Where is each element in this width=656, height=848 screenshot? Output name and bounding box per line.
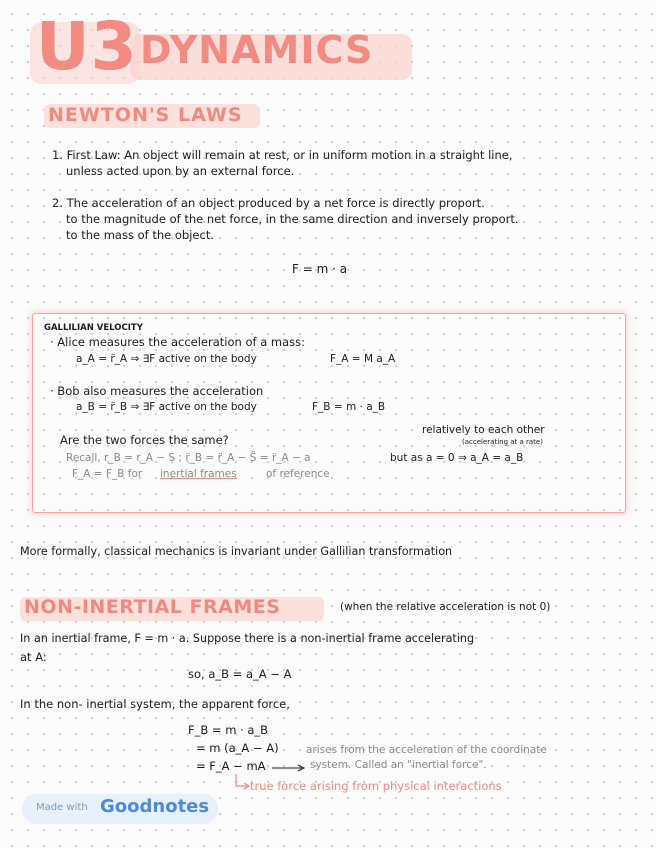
conclusion-link: inertial frames bbox=[160, 468, 237, 480]
true-force-note: true force arising from physical interactions bbox=[250, 779, 502, 793]
forces-question: Are the two forces the same? bbox=[60, 433, 229, 447]
bob-line: · Bob also measures the acceleration bbox=[50, 384, 264, 398]
badge-label: Made with bbox=[36, 802, 88, 813]
force-eq-3: = F_A − mA bbox=[196, 759, 266, 773]
inertial-force-note-2: system. Called an "inertial force". bbox=[310, 759, 487, 771]
conclusion-prefix: F_A = F_B for bbox=[72, 468, 143, 480]
formal-statement: More formally, classical mechanics is invariant under Gallilian transformation bbox=[20, 545, 453, 558]
relatively-subnote: (accelerating at a rate) bbox=[462, 438, 543, 446]
section-heading-non-inertial: NON-INERTIAL FRAMES bbox=[24, 596, 281, 618]
non-inertial-line3: In the non- inertial system, the apparent force, bbox=[20, 697, 290, 711]
non-inertial-line1: In an inertial frame, F = m · a. Suppose there is a non-inertial frame accelerating bbox=[20, 632, 475, 645]
section-heading-newtons-laws: NEWTON'S LAWS bbox=[48, 104, 243, 126]
bob-force: F_B = m · a_B bbox=[312, 401, 386, 413]
alice-line: · Alice measures the acceleration of a mass: bbox=[50, 335, 305, 349]
galilean-heading: GALLILIAN VELOCITY bbox=[44, 323, 143, 333]
non-inertial-subtitle: (when the relative acceleration is not 0) bbox=[340, 601, 551, 613]
so-equation: so, a_B = a_A − A bbox=[188, 667, 292, 681]
law1-line2: unless acted upon by an external force. bbox=[66, 164, 295, 178]
law2-line3: to the mass of the object. bbox=[66, 228, 214, 242]
force-eq-1: F_B = m · a_B bbox=[188, 723, 269, 737]
but-as-line: but as a = 0 ⇒ a_A = a_B bbox=[390, 452, 524, 464]
badge-brand: Goodnotes bbox=[100, 796, 210, 817]
force-eq-2: = m (a_A − A) bbox=[196, 741, 279, 755]
page-title-subject: DYNAMICS bbox=[140, 28, 374, 72]
conclusion-suffix: of reference bbox=[266, 468, 330, 480]
recall-line: Recall, r_B = r_A − S ; r̈_B = r̈_A − S̈ = r̈_A − a bbox=[66, 452, 311, 464]
alice-force: F_A = M a_A bbox=[330, 353, 396, 365]
inertial-force-note-1: arises from the acceleration of the coordinate bbox=[306, 744, 547, 756]
newton-formula: F = m · a bbox=[292, 262, 348, 276]
law2-line2: to the magnitude of the net force, in the same direction and inversely proport. bbox=[66, 212, 519, 226]
page-title-unit: U3 bbox=[36, 8, 138, 85]
law2-line1: 2. The acceleration of an object produced by a net force is directly proport. bbox=[52, 196, 485, 210]
alice-equation: a_A = r̈_A ⇒ ∃F active on the body bbox=[76, 353, 257, 365]
relatively-note: relatively to each other bbox=[422, 424, 545, 436]
bob-equation: a_B = r̈_B ⇒ ∃F active on the body bbox=[76, 401, 257, 413]
non-inertial-line2: at A: bbox=[20, 650, 47, 664]
law1-line1: 1. First Law: An object will remain at rest, or in uniform motion in a straight line, bbox=[52, 148, 513, 162]
